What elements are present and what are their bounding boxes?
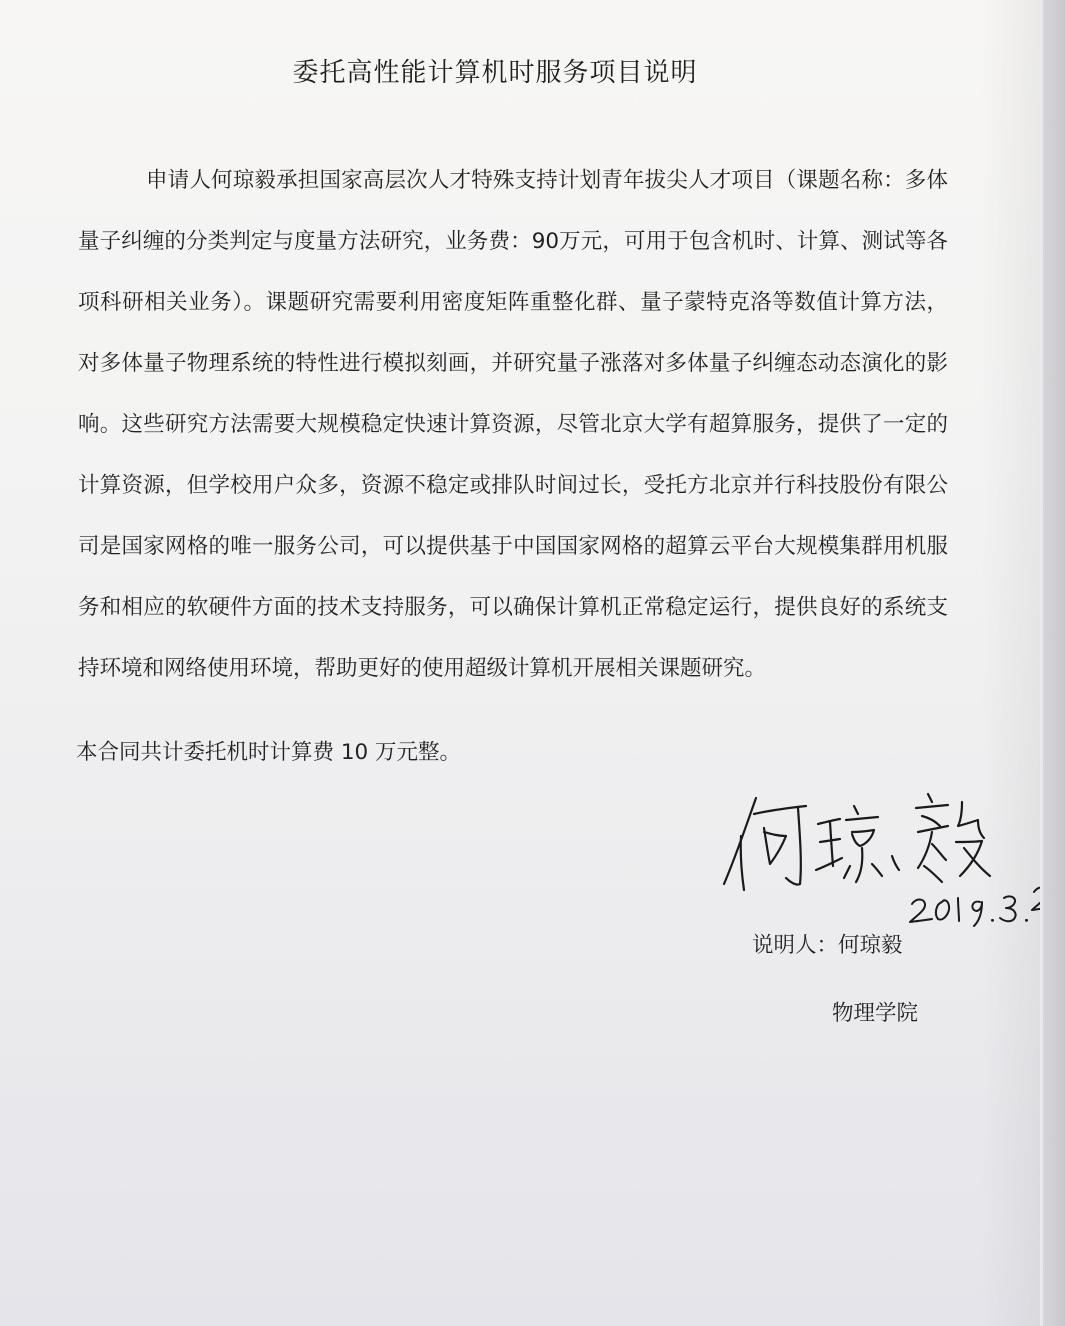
background-edge xyxy=(1040,0,1065,1326)
closing-line: 本合同共计委托机时计算费 10 万元整。 xyxy=(76,740,462,765)
department-name: 物理学院 xyxy=(832,1001,919,1026)
body-paragraph: 申请人何琼毅承担国家高层次人才特殊支持计划青年拔尖人才项目（课题名称：多体量子纠缠的分类判定与度量方法研究，业务费：90万元，可用于包含机时、计算、测试等各项科研相关业务）。课题研究需要利用密度矩阵重整化群、量子蒙特克洛等数值计算方法，对多体量子物理系统的特性进行模拟刻画，并研究量子涨落对多体量子纠缠态动态演化的影响。这些研究方法需要大规模稳定快速计算资源，尽管北京大学有超算服务，提供了一定的计算资源，但学校用户众多，资源不稳定或排队时间过长，受托方北京并行科技股份有限公司是国家网格的唯一服务公司，可以提供基于中国国家网格的超算云平台大规模集群用机服务和相应的软硬件方面的技术支持服务，可以确保计算机正常稳定运行，提供良好的系统支持环境和网络使用环境，帮助更好的使用超级计算机开展相关课题研究。 xyxy=(78,168,948,681)
signer-line: 说明人：何琼毅 xyxy=(752,933,903,958)
document-title: 委托高性能计算机时服务项目说明 xyxy=(292,58,698,88)
handwritten-signature xyxy=(716,786,1040,936)
